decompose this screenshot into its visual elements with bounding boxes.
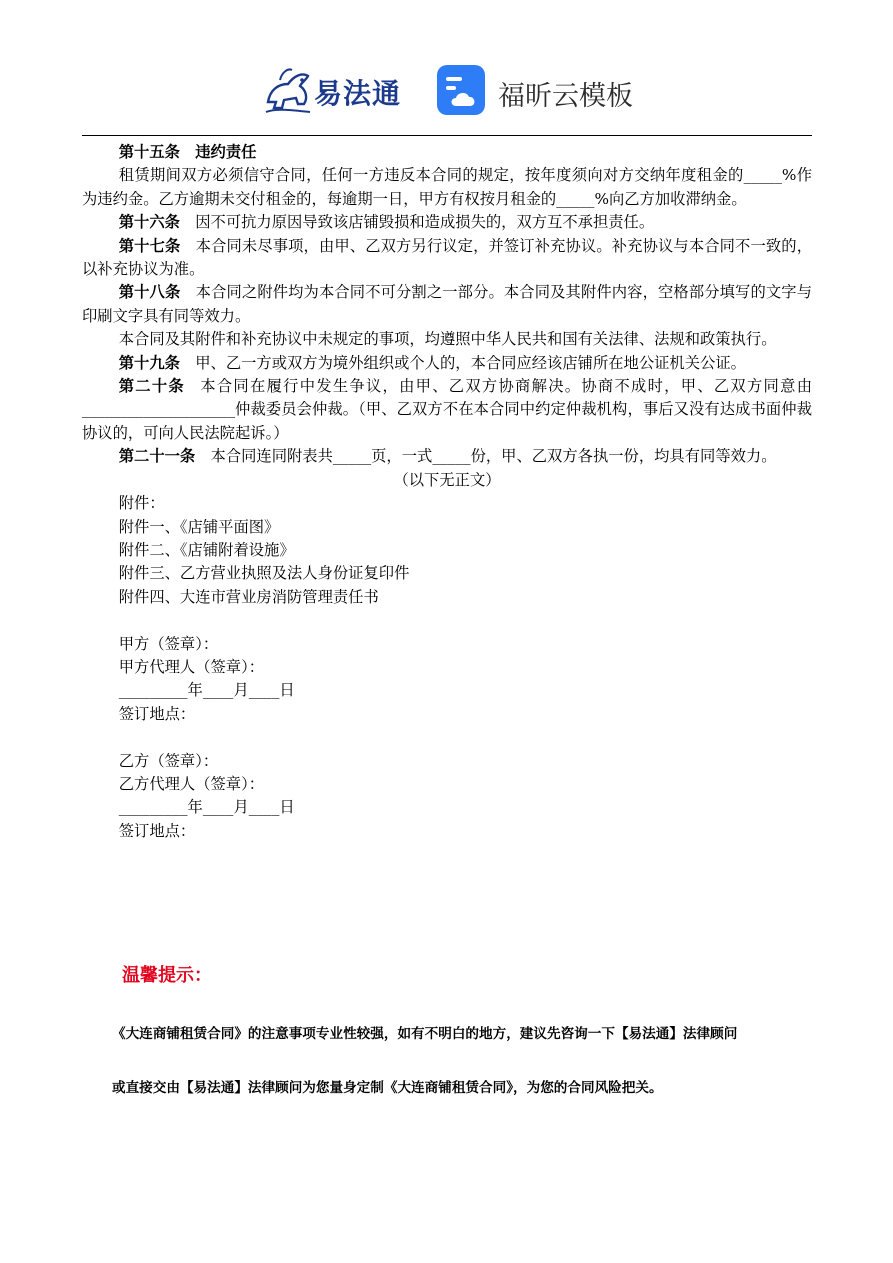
tip-line-2: 或直接交由【易法通】法律顾问为您量身定制《大连商铺租赁合同》，为您的合同风险把关。 [112, 1080, 663, 1096]
clause-text: 附件一、《店铺平面图》 [118, 517, 280, 536]
clause-number: 第十六条 [118, 213, 180, 232]
clause-text: 附件四、大连市营业房消防管理责任书 [118, 587, 379, 606]
contract-clause [82, 375, 812, 445]
contract-paragraph [82, 328, 812, 351]
document-line [82, 679, 812, 702]
clause-text: 违约责任 [195, 143, 257, 161]
qilin-icon [262, 62, 316, 118]
logo-left-text: 易法通 [314, 77, 402, 110]
clause-text: 甲、乙一方或双方为境外组织或个人的，本合同应经该店铺所在地公证机关公证。 [195, 353, 746, 372]
clause-number: 第十七条 [118, 236, 181, 255]
clause-number: 第十九条 [118, 353, 180, 372]
clause-text: 因不可抗力原因导致该店铺毁损和造成损失的，双方互不承担责任。 [195, 213, 655, 232]
clause-text: _________年____月____日 [118, 798, 295, 817]
clause-number: 第十八条 [118, 283, 181, 302]
document-line [82, 562, 812, 585]
document-line [82, 586, 812, 609]
contract-clause [82, 281, 812, 328]
document-line [82, 492, 812, 515]
clause-text: 甲方（签章）： [118, 634, 219, 653]
document-line [82, 796, 812, 819]
tip-line-1: 《大连商铺租赁合同》的注意事项专业性较强，如有不明白的地方，建议先咨询一下【易法通】法律顾问 [112, 1026, 738, 1042]
document-line [82, 656, 812, 679]
contract-clause [82, 235, 812, 282]
end-of-text-note [82, 469, 812, 492]
contract-clause [82, 352, 812, 375]
clause-number: 第二十一条 [118, 447, 196, 466]
document-line [82, 820, 812, 843]
clause-text: 乙方（签章）： [118, 751, 219, 770]
blank-line [82, 726, 812, 749]
clause-text: 本合同及其附件和补充协议中未规定的事项，均遵照中华人民共和国有关法律、法规和政策执行。 [118, 330, 777, 349]
document-line [82, 750, 812, 773]
clause-text: _________年____月____日 [118, 681, 295, 700]
document-line [82, 516, 812, 539]
contract-clause [82, 211, 812, 234]
clause-text: 乙方代理人（签章）： [118, 774, 265, 793]
document-line [82, 703, 812, 726]
foxit-cloud-icon [436, 64, 486, 116]
clause-text: 甲方代理人（签章）： [118, 657, 265, 676]
clause-text: 租赁期间双方必须信守合同，任何一方违反本合同的规定，按年度须向对方交纳年度租金的_____%作为违约金。乙方逾期未交付租金的，每逾期一日，甲方有权按月租金的_____%向乙方加收滞纳金。 [82, 166, 812, 208]
clause-text: （以下无正文） [393, 470, 501, 489]
clause-text: 本合同连同附表共_____页，一式_____份，甲、乙双方各执一份，均具有同等效力。 [210, 447, 777, 466]
logo-right-text: 福昕云模板 [498, 81, 633, 112]
clause-text: 本合同未尽事项，由甲、乙双方另行议定，并签订补充协议。补充协议与本合同不一致的，以补充协议为准。 [82, 236, 812, 279]
clause-text: 签订地点： [118, 821, 196, 840]
tip-title: 温馨提示： [122, 965, 212, 986]
clause-text: 签订地点： [118, 704, 196, 723]
clause-number: 第二十条 [118, 377, 185, 396]
contract-body [82, 141, 812, 843]
foxit-template-logo [436, 64, 636, 120]
clause-text: 附件二、《店铺附着设施》 [118, 540, 295, 559]
yifatong-logo [262, 62, 412, 118]
clause-number: 第十五条 [118, 143, 180, 161]
clause-text: 本合同在履行中发生争议，由甲、乙双方协商解决。协商不成时，甲、乙双方同意由____________________仲裁委员会仲裁。（甲、乙双方不在本合同中约定仲裁机构，事后又没有达成书面仲裁协议的，可向人民法院起诉。） [82, 377, 812, 442]
header-divider [82, 135, 812, 136]
document-line [82, 539, 812, 562]
page-header [0, 58, 893, 124]
blank-line [82, 609, 812, 632]
document-line [82, 773, 812, 796]
document-line [82, 633, 812, 656]
contract-paragraph [82, 164, 812, 211]
section-heading [82, 141, 812, 164]
clause-text: 附件： [118, 494, 165, 513]
clause-text: 附件三、乙方营业执照及法人身份证复印件 [118, 564, 410, 583]
clause-text: 本合同之附件均为本合同不可分割之一部分。本合同及其附件内容，空格部分填写的文字与印刷文字具有同等效力。 [82, 283, 812, 325]
contract-clause [82, 445, 812, 468]
